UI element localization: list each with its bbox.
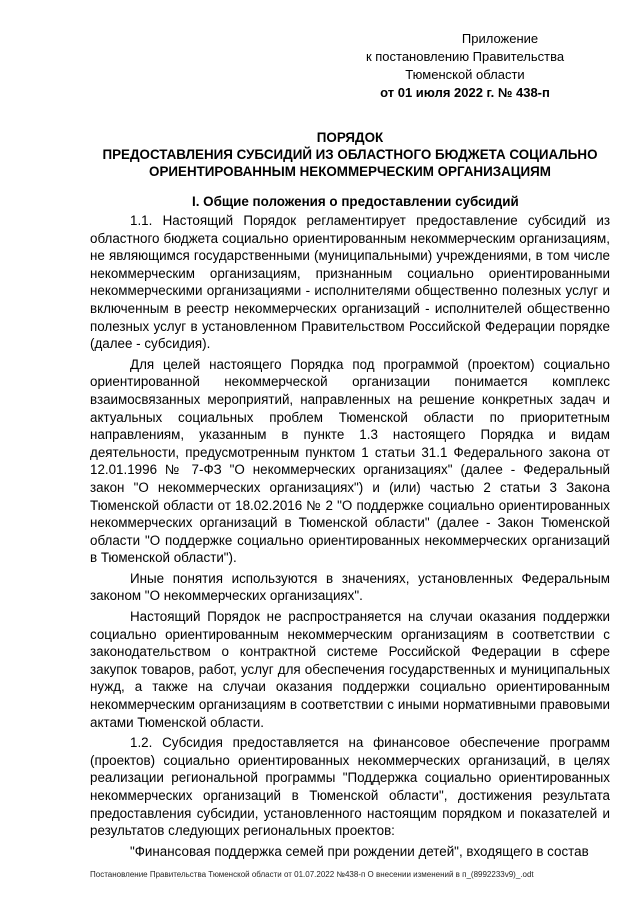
document-body [90, 212, 610, 863]
appendix-line: к постановлению Правительства [365, 49, 565, 64]
paragraph: 1.1. Настоящий Порядок регламентирует предоставление субсидий из областного бюджета социально ориентированным некоммерческим организациям, не являющимся государственными (муниципальными) учреждениями, в том числе некоммерческим организациям, признанным социально ориентированными некоммерческими организациями - исполнителями общественно полезных услуг и включенным в реестр некоммерческих организаций - исполнителей общественно полезных услуг в установленном Правительством Российской Федерации порядке (далее - субсидия). [90, 213, 610, 352]
paragraph: Иные понятия используются в значениях, установленных Федеральным законом "О некоммерческих организациях". [90, 570, 610, 604]
paragraph: 1.2. Субсидия предоставляется на финансовое обеспечение программ (проектов) социально ориентированных некоммерческих организаций, в целях реализации региональной программы "Поддержка социально ориентированных некоммерческих организаций в Тюменской области", достижения результата предоставления субсидии, установленного настоящим порядком и показателей и результатов следующих региональных проектов: [90, 735, 610, 839]
document-title [60, 129, 640, 180]
appendix-line: Тюменской области [405, 67, 525, 82]
page-footer: Постановление Правительства Тюменской области от 01.07.2022 №438-п О внесении изменений в п_(8992233v9)_.odt [90, 870, 534, 879]
section-heading: I. Общие положения о предоставлении субсидий [192, 194, 519, 209]
title-line: ПРЕДОСТАВЛЕНИЯ СУБСИДИЙ ИЗ ОБЛАСТНОГО БЮДЖЕТА СОЦИАЛЬНО [102, 147, 598, 162]
appendix-date: от 01 июля 2022 г. № 438-п [380, 85, 550, 100]
appendix-label: Приложение [461, 31, 539, 46]
title-line: ОРИЕНТИРОВАННЫМ НЕКОММЕРЧЕСКИМ ОРГАНИЗАЦИЯМ [149, 164, 551, 179]
title-line: ПОРЯДОК [316, 130, 384, 145]
appendix-block [340, 30, 590, 102]
paragraph: Для целей настоящего Порядка под программой (проектом) социально ориентированной некоммерческой организации понимается комплекс взаимосвязанных мероприятий, направленных на решение конкретных задач и актуальных социальных проблем Тюменской области по приоритетным направлениям, указанным в пункте 1.3 настоящего Порядка и видам деятельности, предусмотренным пунктом 1 статьи 31.1 Федерального закона от 12.01.1996 № 7-ФЗ "О некоммерческих организациях" (далее - Федеральный закон "О некоммерческих организациях") и (или) частью 2 статьи 3 Закона Тюменской области от 18.02.2016 № 2 "О поддержке социально ориентированных некоммерческих организаций в Тюменской области" (далее - Закон Тюменской области "О поддержке социально ориентированных некоммерческих организаций в Тюменской области"). [90, 356, 610, 566]
paragraph: Настоящий Порядок не распространяется на случаи оказания поддержки социально ориентированным некоммерческим организациям в соответствии с законодательством о контрактной системе Российской Федерации в сфере закупок товаров, работ, услуг для обеспечения государственных и муниципальных нужд, а также на случаи оказания поддержки социально ориентированным некоммерческим организациям в соответствии с иными нормативными правовыми актами Тюменской области. [90, 609, 610, 730]
paragraph: "Финансовая поддержка семей при рождении детей", входящего в состав [130, 843, 589, 859]
